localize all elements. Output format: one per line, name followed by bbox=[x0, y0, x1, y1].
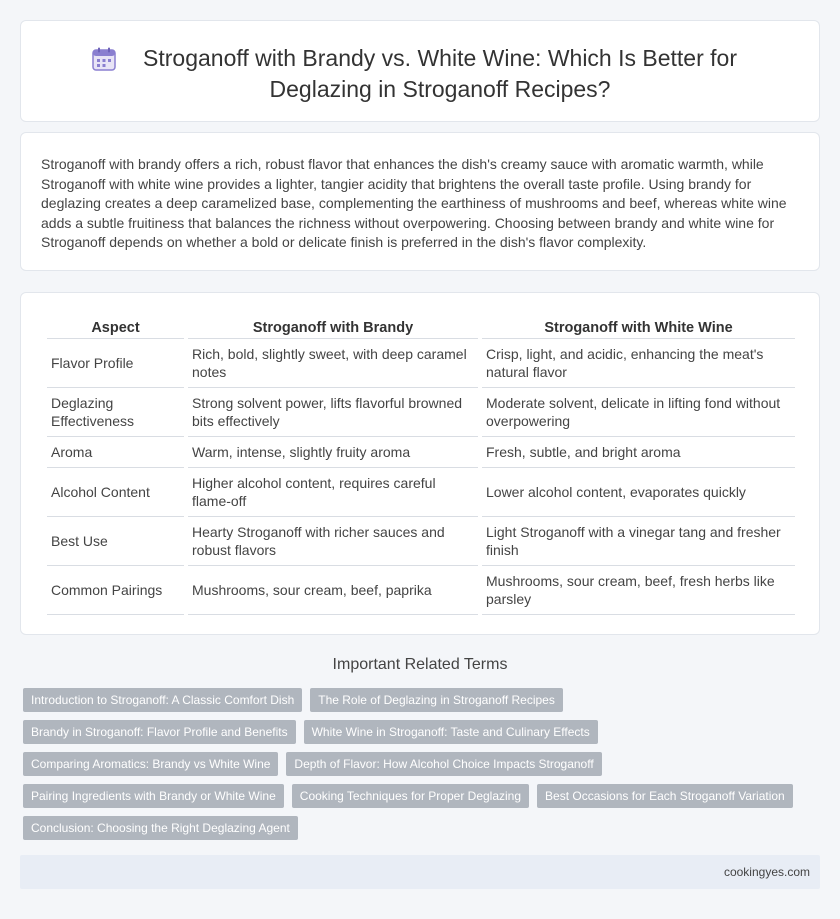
table-row bbox=[47, 566, 795, 615]
related-term-link[interactable]: Conclusion: Choosing the Right Deglazing Agent bbox=[23, 816, 298, 840]
related-term-link[interactable]: Brandy in Stroganoff: Flavor Profile and Benefits bbox=[23, 720, 296, 744]
comparison-table bbox=[43, 315, 799, 615]
cell-white-wine: Light Stroganoff with a vinegar tang and fresher finish bbox=[482, 517, 795, 566]
header-white-wine: Stroganoff with White Wine bbox=[482, 315, 795, 339]
table-row bbox=[47, 388, 795, 437]
header-aspect: Aspect bbox=[47, 315, 184, 339]
table-row bbox=[47, 437, 795, 468]
cell-aspect: Alcohol Content bbox=[47, 468, 184, 517]
table-row bbox=[47, 517, 795, 566]
comparison-table-card bbox=[20, 292, 820, 635]
related-term-link[interactable]: Depth of Flavor: How Alcohol Choice Impacts Stroganoff bbox=[286, 752, 601, 776]
related-term-link[interactable]: Best Occasions for Each Stroganoff Variation bbox=[537, 784, 793, 808]
related-term-link[interactable]: The Role of Deglazing in Stroganoff Recipes bbox=[310, 688, 563, 712]
cell-brandy: Higher alcohol content, requires careful flame-off bbox=[188, 468, 478, 517]
cell-white-wine: Lower alcohol content, evaporates quickly bbox=[482, 468, 795, 517]
title-card bbox=[20, 20, 820, 122]
cell-brandy: Mushrooms, sour cream, beef, paprika bbox=[188, 566, 478, 615]
cell-white-wine: Moderate solvent, delicate in lifting fond without overpowering bbox=[482, 388, 795, 437]
related-term-link[interactable]: Comparing Aromatics: Brandy vs White Wine bbox=[23, 752, 278, 776]
header-brandy: Stroganoff with Brandy bbox=[188, 315, 478, 339]
intro-card bbox=[20, 132, 820, 271]
page-title: Stroganoff with Brandy vs. White Wine: Which Is Better for Deglazing in Stroganoff Recipes? bbox=[143, 45, 737, 102]
cell-aspect: Flavor Profile bbox=[47, 339, 184, 388]
cell-aspect: Aroma bbox=[47, 437, 184, 468]
cell-brandy: Hearty Stroganoff with richer sauces and robust flavors bbox=[188, 517, 478, 566]
intro-paragraph: Stroganoff with brandy offers a rich, robust flavor that enhances the dish's creamy sauce with aromatic warmth, while Stroganoff with white wine provides a lighter, tangier acidity that brightens the overall taste profile. Using brandy for deglazing creates a deep caramelized base, complementing the earthiness of mushrooms and beef, whereas white wine adds a subtle fruitiness that balances the richness without overpowering. Choosing between brandy and white wine for Stroganoff depends on whether a bold or delicate finish is preferred in the dish's flavor complexity. bbox=[41, 156, 787, 250]
cell-aspect: Deglazing Effectiveness bbox=[47, 388, 184, 437]
footer bbox=[20, 855, 820, 889]
table-row bbox=[47, 468, 795, 517]
footer-site-link[interactable]: cookingyes.com bbox=[723, 865, 810, 879]
table-row bbox=[47, 339, 795, 388]
cell-white-wine: Mushrooms, sour cream, beef, fresh herbs like parsley bbox=[482, 566, 795, 615]
cell-aspect: Common Pairings bbox=[47, 566, 184, 615]
cell-brandy: Strong solvent power, lifts flavorful browned bits effectively bbox=[188, 388, 478, 437]
cell-aspect: Best Use bbox=[47, 517, 184, 566]
table-header-row bbox=[47, 315, 795, 339]
related-terms-list bbox=[23, 688, 803, 848]
related-term-link[interactable]: Introduction to Stroganoff: A Classic Comfort Dish bbox=[23, 688, 302, 712]
related-term-link[interactable]: Cooking Techniques for Proper Deglazing bbox=[292, 784, 529, 808]
related-terms-heading: Important Related Terms bbox=[332, 656, 508, 673]
related-term-link[interactable]: White Wine in Stroganoff: Taste and Culinary Effects bbox=[304, 720, 598, 744]
cell-brandy: Rich, bold, slightly sweet, with deep caramel notes bbox=[188, 339, 478, 388]
related-term-link[interactable]: Pairing Ingredients with Brandy or White Wine bbox=[23, 784, 284, 808]
cell-brandy: Warm, intense, slightly fruity aroma bbox=[188, 437, 478, 468]
cell-white-wine: Crisp, light, and acidic, enhancing the meat's natural flavor bbox=[482, 339, 795, 388]
cell-white-wine: Fresh, subtle, and bright aroma bbox=[482, 437, 795, 468]
